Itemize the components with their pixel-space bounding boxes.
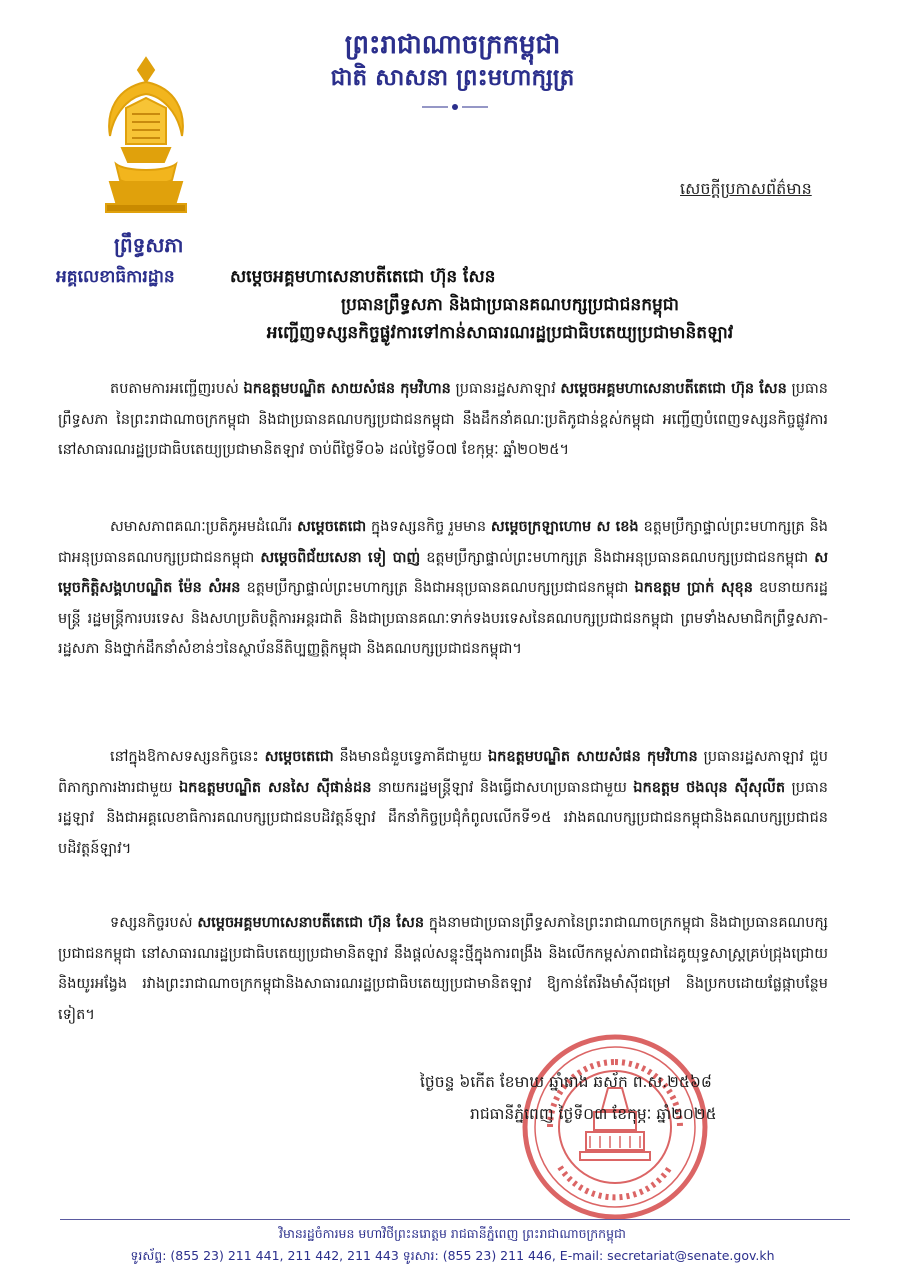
bold-name-run: សម្តេចកិត្តិសង្គហបណ្ឌិត ម៉ែន សំអន [58, 549, 828, 596]
header-ornament [420, 100, 490, 114]
text-run: ប្រធានរដ្ឋឡាវ និងជាអគ្គលេខាធិការគណបក្សប្រជាជនបដិវត្តន៍ឡាវ ដឹកនាំកិច្ចប្រជុំកំពូលលើកទី១៥ រវាងគណបក្សប្រជាជនកម្ពុជានិងគណបក្សប្រជាជនបដិវត្តន៍ឡាវ។ [58, 779, 828, 857]
bold-name-run: សម្តេចអគ្គមហាសេនាបតីតេជោ ហ៊ុន សែន [197, 915, 425, 931]
title-line-1: សម្តេចអគ្គមហាសេនាបតីតេជោ ហ៊ុន សែន [230, 267, 496, 287]
text-run: ឧត្តមប្រឹក្សាផ្ទាល់ព្រះមហាក្សត្រ និងជាអនុប្រធានគណបក្សប្រជាជនកម្ពុជា [58, 519, 828, 566]
footer-contact: ទូរស័ព្ទ: (855 23) 211 441, 211 442, 211 443 ទូរសារ: (855 23) 211 446, E-mail: secretariat@senate.gov.kh [130, 1248, 775, 1263]
bold-name-run: សម្តេចក្រឡាហោម ស ខេង [490, 519, 639, 535]
footer-address: វិមានរដ្ឋចំការមន មហាវិថីព្រះនរោត្តម រាជធានីភ្នំពេញ ព្រះរាជាណាចក្រកម្ពុជា [279, 1226, 626, 1241]
title-line-2: ប្រធានព្រឹទ្ធសភា និងជាប្រធានគណបក្សប្រជាជនកម្ពុជា [341, 295, 679, 315]
secretariat-name: អគ្គលេខាធិការដ្ឋាន [56, 267, 175, 287]
text-run: ឧត្តមប្រឹក្សាផ្ទាល់ព្រះមហាក្សត្រ និងជាអនុប្រធានគណបក្សប្រជាជនកម្ពុជា [420, 549, 815, 566]
national-motto: ជាតិ សាសនា ព្រះមហាក្សត្រ [330, 65, 575, 91]
lunar-date: ថ្ងៃចន្ទ ៦កើត ខែមាឃ ឆ្នាំរោង ឆស័ក ព.ស.២៥៦៨ [420, 1073, 712, 1091]
body-paragraph-2 [58, 512, 828, 665]
body-paragraph-4 [58, 908, 828, 1030]
text-run: តបតាមការអញ្ជើញរបស់ [110, 381, 244, 397]
official-seal-icon [520, 1032, 710, 1222]
footer-divider [60, 1219, 850, 1220]
body-paragraph-3 [58, 742, 828, 864]
text-run: នឹងមានជំនួបទ្វេភាគីជាមួយ [333, 749, 488, 765]
text-run: នាយករដ្ឋមន្ត្រីឡាវ និងធ្វើជាសហប្រធានជាមួយ [371, 779, 634, 796]
text-run: ប្រធានព្រឹទ្ធសភា នៃព្រះរាជាណាចក្រកម្ពុជា និងជាប្រធានគណបក្សប្រជាជនកម្ពុជា នឹងដឹកនាំគណៈប្រតិភូជាន់ខ្ពស់កម្ពុជា អញ្ជើញបំពេញទស្សនកិច្ចផ្លូវការនៅសាធារណរដ្ឋប្រជាធិបតេយ្យប្រជាមានិតឡាវ ចាប់ពីថ្ងៃទី០៦ ដល់ថ្ងៃទី០៧ ខែកុម្ភៈ ឆ្នាំ២០២៥។ [58, 381, 828, 458]
gregorian-date: រាជធានីភ្នំពេញ ថ្ងៃទី០៣ ខែកុម្ភៈ ឆ្នាំ២០២៥ [470, 1105, 717, 1123]
bold-name-run: សម្តេចអគ្គមហាសេនាបតីតេជោ ហ៊ុន សែន [560, 381, 787, 397]
text-run: នៅក្នុងឱកាសទស្សនកិច្ចនេះ [110, 749, 265, 765]
bold-name-run: សម្តេចពិជ័យសេនា ទៀ បាញ់ [260, 549, 421, 566]
senate-name: ព្រឹទ្ធសភា [114, 233, 184, 257]
bold-name-run: ឯកឧត្តម ថងលុន ស៊ីសុលីត [633, 779, 786, 796]
text-run: ទស្សនកិច្ចរបស់ [110, 915, 198, 931]
bold-name-run: ឯកឧត្តមបណ្ឌិត សនសៃ ស៊ីផាន់ដន [178, 779, 372, 796]
text-run: ក្នុងទស្សនកិច្ច រួមមាន [366, 519, 491, 535]
kingdom-heading: ព្រះរាជាណាចក្រកម្ពុជា [344, 30, 561, 60]
bold-name-run: សម្តេចតេជោ [264, 749, 334, 765]
bold-name-run: សម្តេចតេជោ [297, 519, 367, 535]
title-line-3: អញ្ជើញទស្សនកិច្ចផ្លូវការទៅកាន់សាធារណរដ្ឋប្រជាធិបតេយ្យប្រជាមានិតឡាវ [266, 323, 734, 343]
text-run: ក្នុងនាមជាប្រធានព្រឹទ្ធសភានៃព្រះរាជាណាចក្រកម្ពុជា និងជាប្រធានគណបក្សប្រជាជនកម្ពុជា នៅសាធារណរដ្ឋប្រជាធិបតេយ្យប្រជាមានិតឡាវ នឹងផ្តល់សន្ទុះថ្មីក្នុងការពង្រឹង និងលើកកម្ពស់ភាពជាដៃគូយុទ្ធសាស្ត្រគ្រប់ជ្រុងជ្រោយ និងយូរអង្វែង រវាងព្រះរាជាណាចក្រកម្ពុជានិងសាធារណរដ្ឋប្រជាធិបតេយ្យប្រជាមានិតឡាវ ឱ្យកាន់តែរឹងមាំស៊ីជម្រៅ និងប្រកបដោយផ្លែផ្កាបន្ថែមទៀត។ [58, 915, 828, 1023]
bold-name-run: ឯកឧត្តមបណ្ឌិត សាយសំផន កុមវិហាន [487, 749, 698, 765]
senate-emblem-icon [96, 52, 196, 217]
bold-name-run: ឯកឧត្តមបណ្ឌិត សាយសំផន កុមវិហាន [243, 381, 451, 397]
text-run: ប្រធានរដ្ឋសភាឡាវ [450, 381, 561, 397]
bold-name-run: ឯកឧត្តម ប្រាក់ សុខុន [634, 580, 753, 596]
text-run: ឧបនាយករដ្ឋមន្ត្រី រដ្ឋមន្ត្រីការបរទេស និងសហប្រតិបត្តិការអន្តរជាតិ និងជាប្រធានគណៈទាក់ទងបរទេសនៃគណបក្សប្រជាជនកម្ពុជា ព្រមទាំងសមាជិកព្រឹទ្ធសភា-រដ្ឋសភា និងថ្នាក់ដឹកនាំសំខាន់ៗនៃស្ថាប័ននីតិប្បញ្ញត្តិកម្ពុជា និងគណបក្សប្រជាជនកម្ពុជា។ [58, 580, 828, 657]
body-paragraph-1 [58, 374, 828, 466]
text-run: សមាសភាពគណៈប្រតិភូអមដំណើរ [110, 519, 298, 535]
text-run: ឧត្តមប្រឹក្សាផ្ទាល់ព្រះមហាក្សត្រ និងជាអនុប្រធានគណបក្សប្រជាជនកម្ពុជា [240, 580, 635, 596]
document-type-label: សេចក្តីប្រកាសព័ត៌មាន [680, 179, 812, 198]
text-run: ប្រធានរដ្ឋសភាឡាវ ជួបពិភាក្សាការងារជាមួយ [58, 749, 828, 796]
